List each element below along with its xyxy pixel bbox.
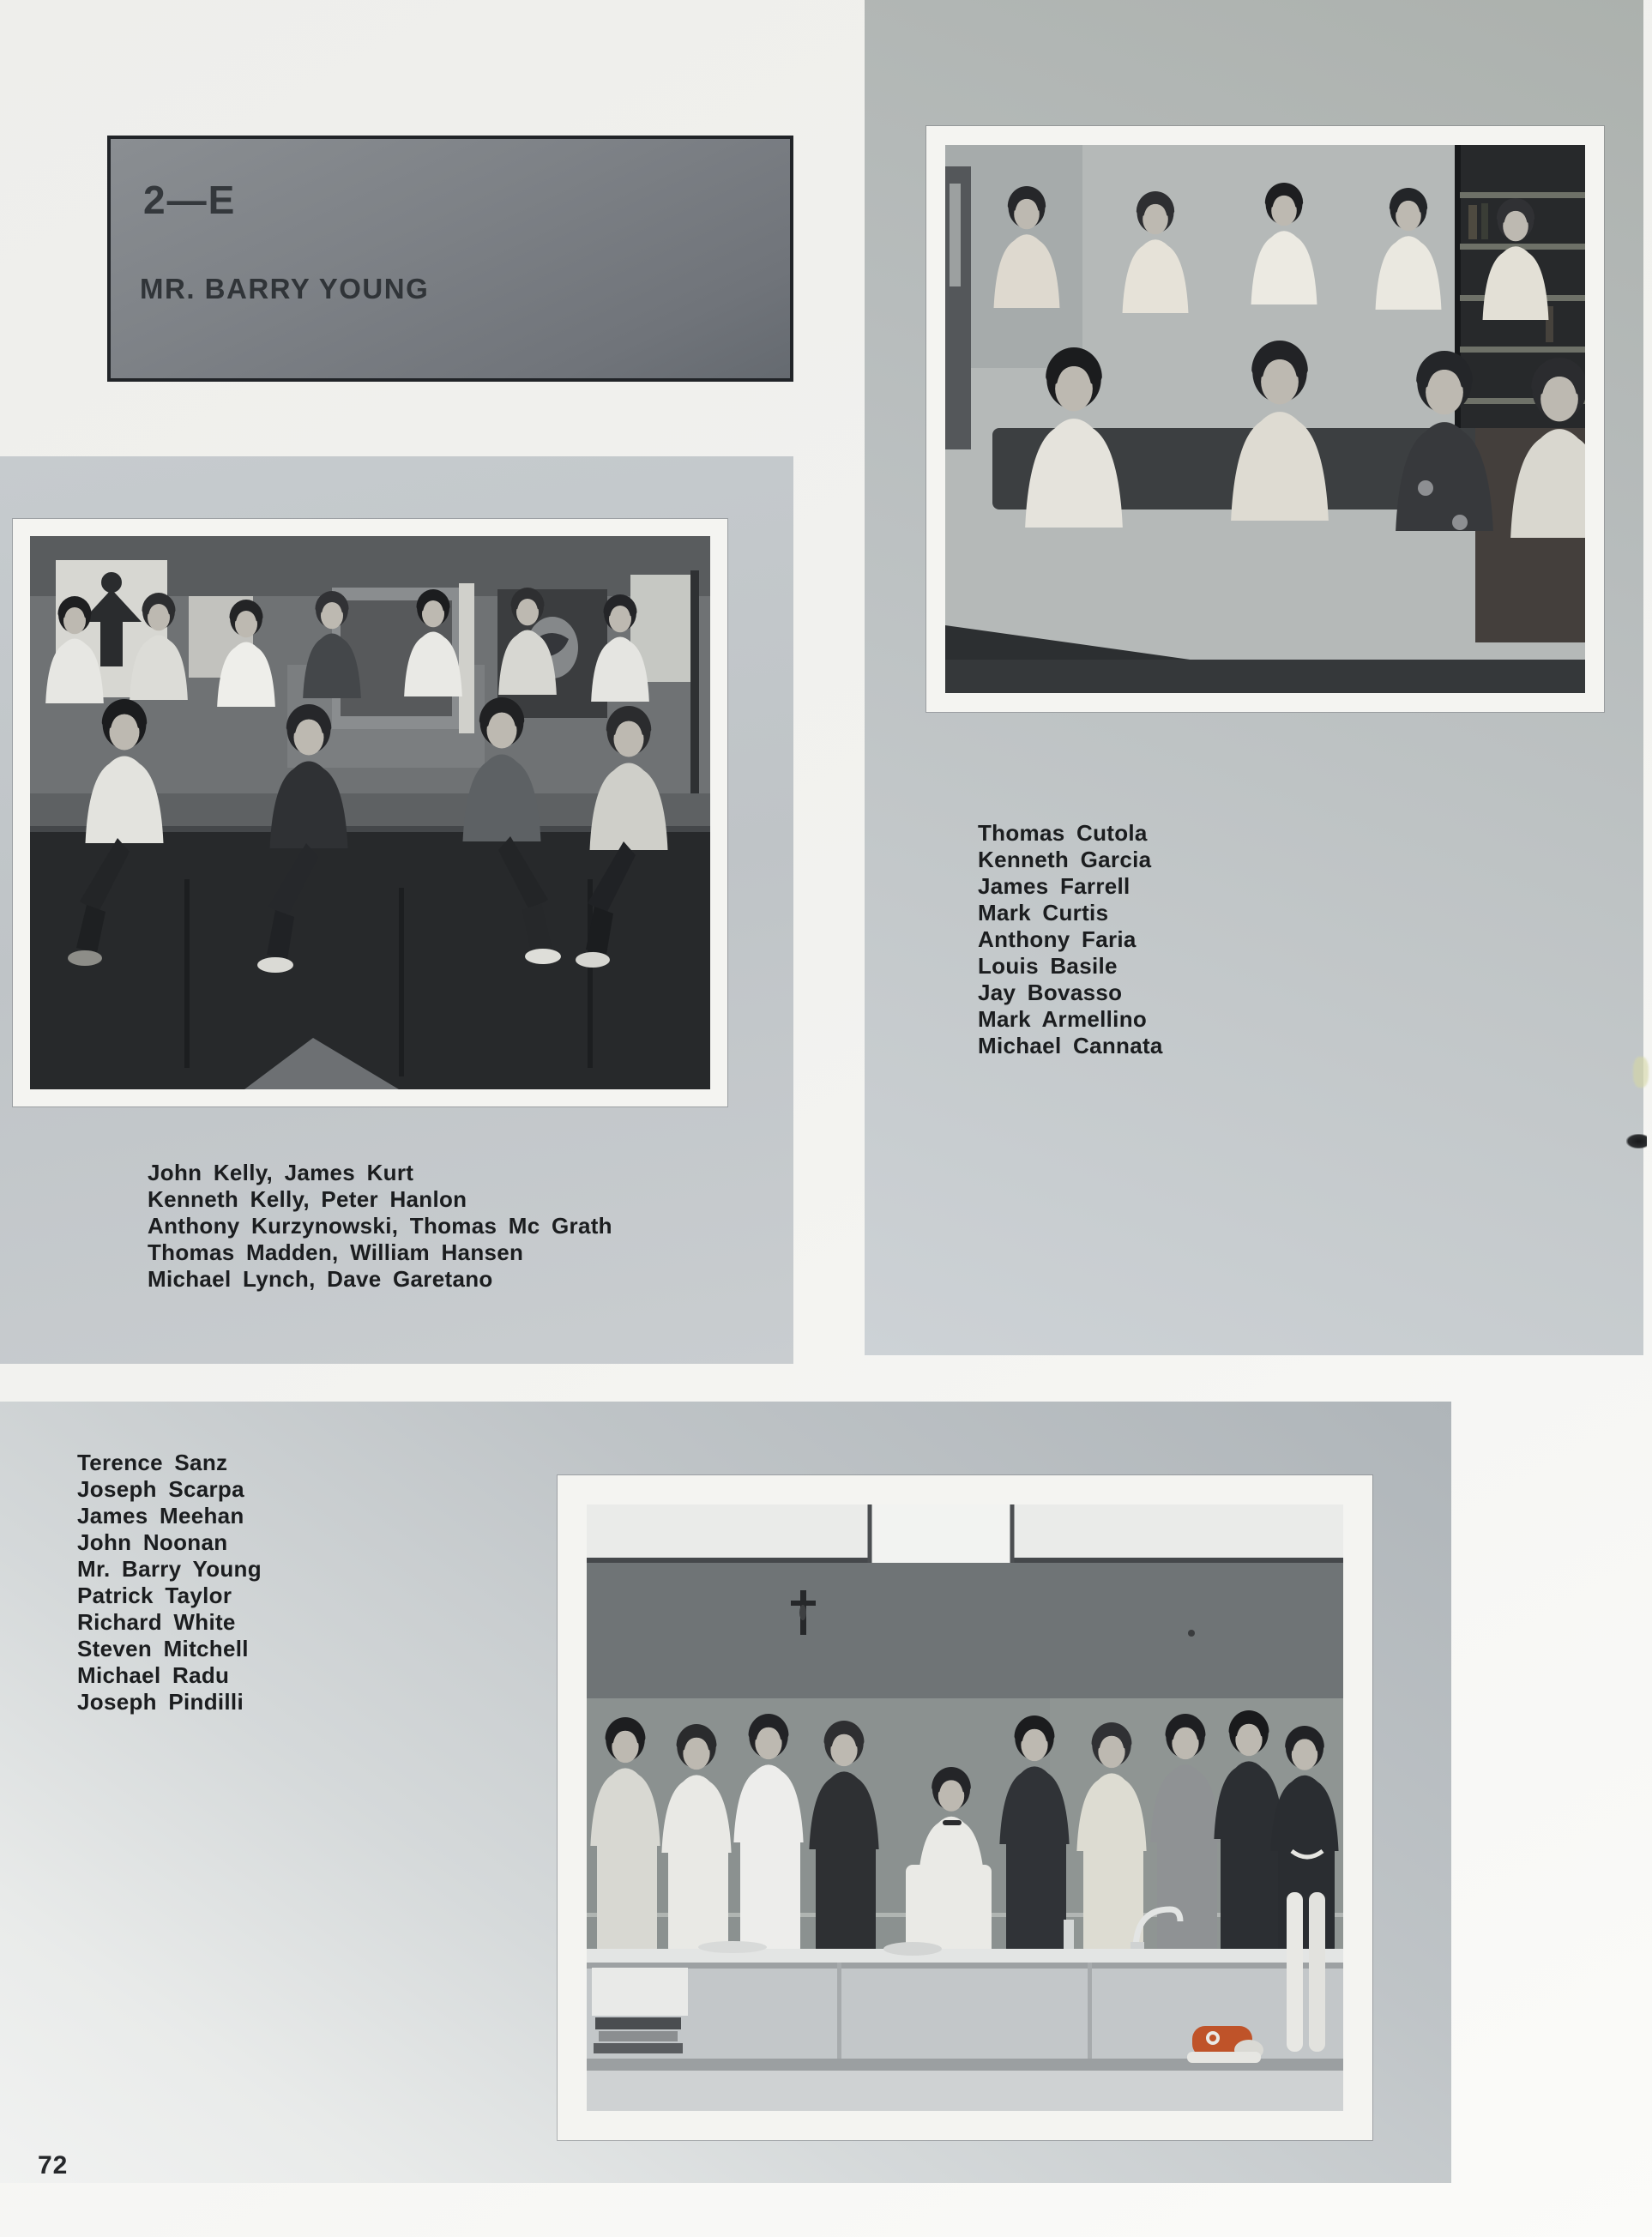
teacher-name-label: MR. BARRY YOUNG: [140, 273, 430, 304]
class-photo-right-frame: [926, 126, 1604, 712]
student-name: Terence Sanz: [77, 1450, 228, 1475]
student-name-list-right: [978, 820, 1163, 1059]
student-name: Jay Bovasso: [978, 980, 1123, 1005]
student-name: Mark Curtis: [978, 900, 1109, 926]
class-photo-left-frame: [13, 519, 727, 1106]
scan-smudge-artifact: [1633, 1057, 1649, 1088]
student-name: James Farrell: [978, 873, 1130, 899]
student-name-list-bottom: [77, 1450, 262, 1715]
class-header-box: [107, 136, 793, 382]
class-id-label: 2—E: [143, 178, 237, 222]
student-name: John Noonan: [77, 1529, 228, 1555]
student-name: Mark Armellino: [978, 1006, 1148, 1032]
caption-line: Kenneth Kelly, Peter Hanlon: [148, 1186, 467, 1212]
student-name: Kenneth Garcia: [978, 847, 1152, 872]
student-name: Steven Mitchell: [77, 1636, 249, 1661]
class-photo-bottom: [587, 1504, 1343, 2111]
student-name: Michael Radu: [77, 1662, 230, 1688]
student-name: James Meehan: [77, 1503, 244, 1529]
caption-line: Thomas Madden, William Hansen: [148, 1239, 524, 1265]
student-name: Joseph Scarpa: [77, 1476, 244, 1502]
class-photo-bottom-frame: [558, 1475, 1372, 2140]
student-name: Louis Basile: [978, 953, 1118, 979]
student-name: Thomas Cutola: [978, 820, 1148, 846]
caption-line: John Kelly, James Kurt: [148, 1160, 414, 1185]
left-photo-caption: [148, 1160, 612, 1293]
caption-line: Anthony Kurzynowski, Thomas Mc Grath: [148, 1213, 612, 1239]
class-photo-left: [30, 536, 710, 1089]
page-number: 72: [38, 2151, 69, 2180]
class-photo-right: [945, 145, 1585, 693]
scan-ink-artifact: [1626, 1134, 1647, 1149]
student-name: Joseph Pindilli: [77, 1689, 244, 1715]
caption-line: Michael Lynch, Dave Garetano: [148, 1266, 493, 1292]
student-name: Richard White: [77, 1609, 236, 1635]
student-name: Patrick Taylor: [77, 1583, 232, 1608]
student-name: Anthony Faria: [978, 926, 1137, 952]
student-name: Mr. Barry Young: [77, 1556, 262, 1582]
student-name: Michael Cannata: [978, 1033, 1163, 1058]
